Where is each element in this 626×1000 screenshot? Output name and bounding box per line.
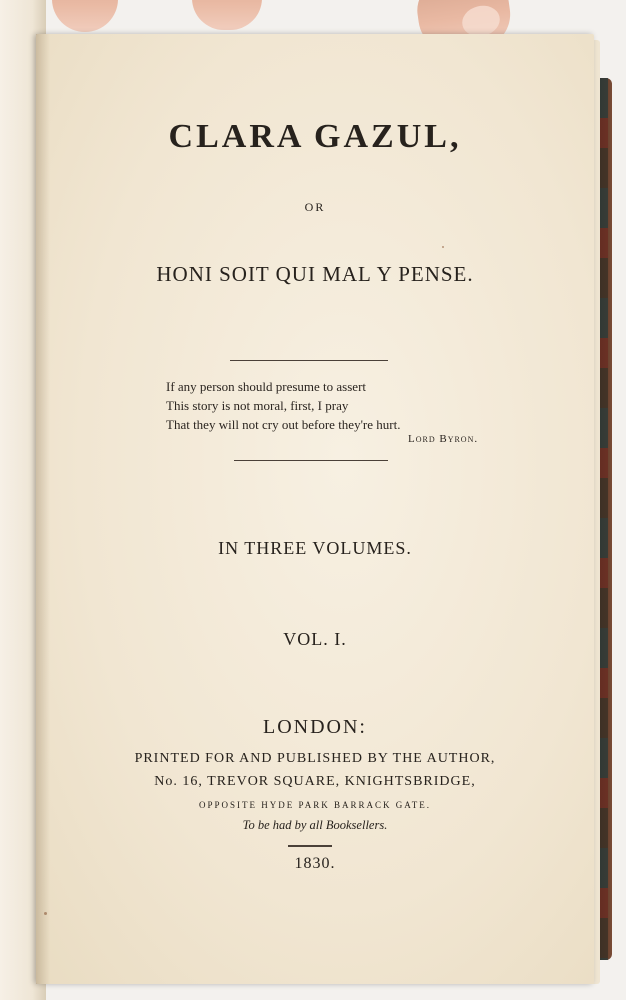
finger-middle: [192, 0, 262, 30]
imprint-year: 1830.: [294, 855, 336, 872]
imprint-printer: PRINTED FOR AND PUBLISHED BY THE AUTHOR,: [134, 751, 496, 766]
imprint-address: No. 16, TREVOR SQUARE, KNIGHTSBRIDGE,: [154, 774, 476, 789]
epigraph: [166, 377, 400, 434]
volume-number: VOL. I.: [283, 629, 347, 649]
book-title: CLARA GAZUL,: [168, 118, 462, 155]
foxing-spot: [442, 246, 444, 248]
imprint-availability: To be had by all Booksellers.: [242, 818, 388, 832]
epigraph-line: That they will not cry out before they're hurt.: [166, 417, 401, 432]
book-subtitle: HONI SOIT QUI MAL Y PENSE.: [156, 262, 474, 286]
imprint-landmark: OPPOSITE HYDE PARK BARRACK GATE.: [199, 800, 431, 810]
volumes-note: IN THREE VOLUMES.: [218, 538, 412, 558]
foxing-spot: [44, 912, 47, 915]
epigraph-line: If any person should presume to assert: [166, 379, 367, 394]
finger-left: [52, 0, 118, 32]
divider-rule-top: [230, 360, 388, 361]
imprint-rule: [288, 845, 332, 847]
epigraph-attribution: Lord Byron.: [408, 433, 479, 445]
imprint-place: LONDON:: [263, 716, 367, 738]
epigraph-line: This story is not moral, first, I pray: [166, 398, 349, 413]
page-gutter-shadow: [36, 34, 50, 984]
title-page: [36, 34, 594, 984]
title-connector: OR: [304, 200, 326, 214]
divider-rule-bottom: [234, 460, 388, 461]
